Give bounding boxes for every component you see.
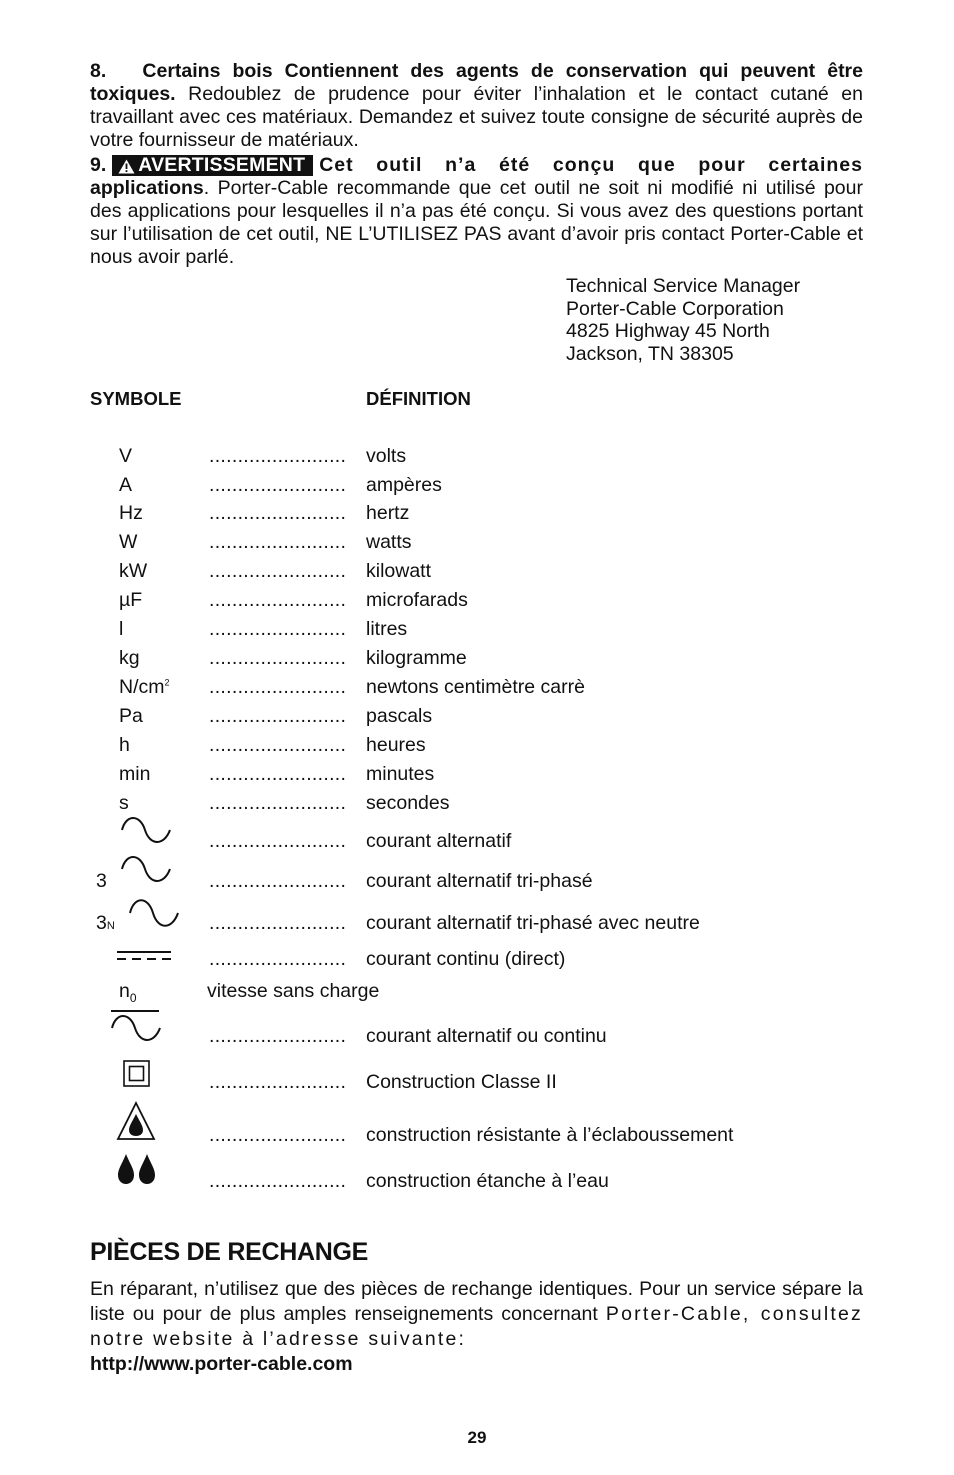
definition-column-header: DÉFINITION [366,388,471,409]
leader-dots: ........................ [209,792,347,814]
table-row [0,445,954,471]
parts-text: En réparant, n’utilisez que des pièces de rechange identiques. Pour un service sépare la liste ou pour de plus amples renseignements concernant [90,1278,863,1325]
warning-triangle-icon [118,159,135,174]
leader-dots: ........................ [209,830,347,852]
warning-badge [112,155,313,176]
phase-prefix: 3N [96,912,115,934]
item-text: Redoublez de prudence pour éviter l’inhalation et le contact cutané en travaillant avec ces matériaux. Demandez et suivez toute consigne de sécurité auprès de votre fournisseur de matériaux. [90,83,863,151]
item-heading: Certains bois Contiennent des agents de conservation qui peuvent être toxiques. [90,60,863,105]
table-row [0,502,954,528]
definition: Construction Classe II [366,1071,557,1093]
definition: kilogramme [366,647,467,669]
table-row [0,948,954,974]
table-row [0,792,954,818]
table-row [0,1071,954,1097]
symbol: h [119,734,130,756]
three-phase-ac-icon [120,855,172,885]
table-row [0,618,954,644]
symbol: s [119,792,129,814]
leader-dots: ........................ [209,948,347,970]
definition: hertz [366,502,410,524]
definition: construction étanche à l’eau [366,1170,609,1192]
symbol: V [119,445,133,467]
leader-dots: ........................ [209,589,347,611]
definition: construction résistante à l’éclaboussement [366,1124,734,1146]
leader-dots: ........................ [209,1025,347,1047]
table-row [0,560,954,586]
item-number: 9. [90,154,107,176]
leader-dots: ........................ [209,676,347,698]
definition: litres [366,618,408,640]
table-row [0,676,954,702]
leader-dots: ........................ [209,1071,347,1093]
definition: courant alternatif tri-phasé [366,870,593,892]
leader-dots: ........................ [209,870,347,892]
symbol: $N/cm^2$ [119,676,170,698]
three-phase-ac-neutral-icon [128,898,180,930]
symbol: W [119,531,138,553]
symbol: min [119,763,151,785]
warning-label: AVERTISSEMENT [138,154,306,176]
table-row [0,589,954,615]
symbol: Hz [119,502,143,524]
leader-dots: ........................ [209,531,347,553]
leader-dots: ........................ [209,618,347,640]
definition: minutes [366,763,435,785]
table-row [0,1170,954,1196]
symbol: µF [119,589,143,611]
leader-dots: ........................ [209,1170,347,1192]
definition: kilowatt [366,560,432,582]
symbol: kg [119,647,140,669]
website-link[interactable]: http://www.porter-cable.com [90,1353,353,1375]
leader-dots: ........................ [209,474,347,496]
definition: ampères [366,474,442,496]
definition: courant continu (direct) [366,948,566,970]
phase-prefix: 3 [96,870,107,892]
leader-dots: ........................ [209,502,347,524]
symbol: $n_0$ [119,980,137,1005]
table-row [0,734,954,760]
symbol: l [119,618,124,640]
table-row [0,705,954,731]
address-line: Jackson, TN 38305 [566,342,734,365]
safety-item-9 [90,154,863,269]
table-row [0,1025,954,1051]
definition: heures [366,734,426,756]
leader-dots: ........................ [209,734,347,756]
definition: courant alternatif ou continu [366,1025,607,1047]
table-row [0,474,954,500]
definition: newtons centimètre carrè [366,676,585,698]
leader-dots: ........................ [209,560,347,582]
leader-dots: ........................ [209,445,347,467]
symbol: kW [119,560,148,582]
item-text: . Porter-Cable recommande que cet outil ne soit ni modifié ni utilisé pour des applications pour lesquelles il n’a pas été conçu. Si vous avez des questions portant sur l’utilisation de cet outil, NE L’UTILISEZ PAS avant d’avoir pris contact Porter-Cable et nous avoir parlé. [90,177,863,268]
symbol: Pa [119,705,143,727]
item-heading-cont: applications [90,177,204,199]
table-row [0,830,954,856]
leader-dots: ........................ [209,763,347,785]
table-row [0,647,954,673]
definition: volts [366,445,407,467]
address-line: Porter-Cable Corporation [566,297,784,320]
definition: microfarads [366,589,468,611]
symbol: A [119,474,133,496]
definition: secondes [366,792,450,814]
leader-dots: ........................ [209,1124,347,1146]
definition: pascals [366,705,433,727]
parts-paragraph [90,1277,863,1377]
service-address [566,275,800,365]
item-heading: Cet outil n’a été conçu que pour certaines [319,154,863,176]
leader-dots: ........................ [209,705,347,727]
leader-dots: ........................ [209,912,347,934]
item-number: 8. [90,60,107,82]
safety-item-8 [90,60,863,152]
section-heading: PIÈCES DE RECHANGE [90,1238,368,1266]
table-row [0,980,954,1006]
definition: vitesse sans charge [207,980,380,1002]
address-line: Technical Service Manager [566,275,801,297]
leader-dots: ........................ [209,647,347,669]
definition: watts [366,531,412,553]
definition: courant alternatif [366,830,512,852]
address-line: 4825 Highway 45 North [566,320,770,342]
table-row [0,531,954,557]
definition: courant alternatif tri-phasé avec neutre [366,912,700,934]
page-number: 29 [467,1428,487,1447]
table-row [0,1124,954,1150]
symbol-column-header: SYMBOLE [90,388,182,409]
parts-text-cont: Porter-Cable, consultez notre website à l’adresse suivante: [90,1303,863,1350]
table-row [0,763,954,789]
